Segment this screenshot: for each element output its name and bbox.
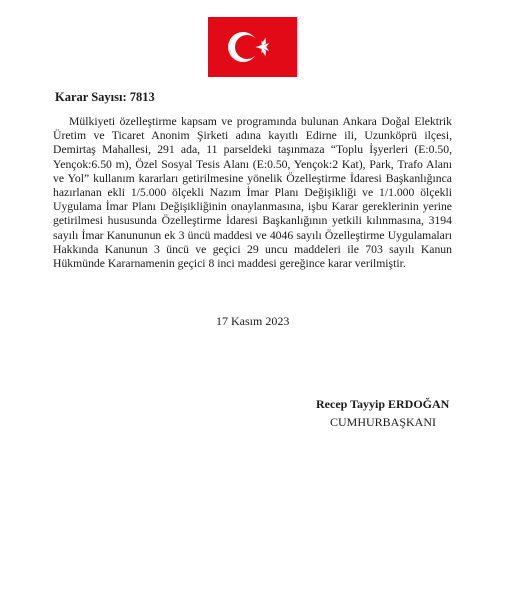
turkish-flag-icon (208, 17, 297, 77)
decree-date: 17 Kasım 2023 (216, 314, 290, 328)
signer-title: CUMHURBAŞKANI (330, 415, 437, 429)
decree-number: Karar Sayısı: 7813 (55, 90, 155, 104)
signer-name: Recep Tayyip ERDOĞAN (316, 397, 450, 411)
decree-body-text: Mülkiyeti özelleştirme kapsam ve programında bulunan Ankara Doğal Elektrik Üretim ve Ticaret Anonim Şirketi adına kayıtlı Edirne ili, Uzunköprü ilçesi, Demirtaş Mahallesi, 291 ada, 11 parseldeki taşınmaza “Toplu İşyerleri (E:0.50, Yençok:6.50 m), Özel Sosyal Tesis Alanı (E:0.50, Yençok:2 Kat), Park, Trafo Alanı ve Yol” kullanım kararları getirilmesine yönelik Özelleştirme İdaresi Başkanlığınca hazırlanan ekli 1/5.000 ölçekli Nazım İmar Planı Değişikliği ve 1/1.000 ölçekli Uygulama İmar Planı Değişikliğinin onaylanmasına, işbu Karar gereklerinin yerine getirilmesi hususunda Özelleştirme İdaresi Başkanlığının yetkili kılınmasına, 3194 sayılı İmar Kanununun ek 3 üncü maddesi ve 4046 sayılı Özelleştirme Uygulamaları Hakkında Kanunun 3 üncü ve geçici 29 uncu maddeleri ile 703 sayılı Kanun Hükmünde Kararnamenin geçici 8 inci maddesi gereğince karar verilmiştir. (53, 115, 452, 271)
